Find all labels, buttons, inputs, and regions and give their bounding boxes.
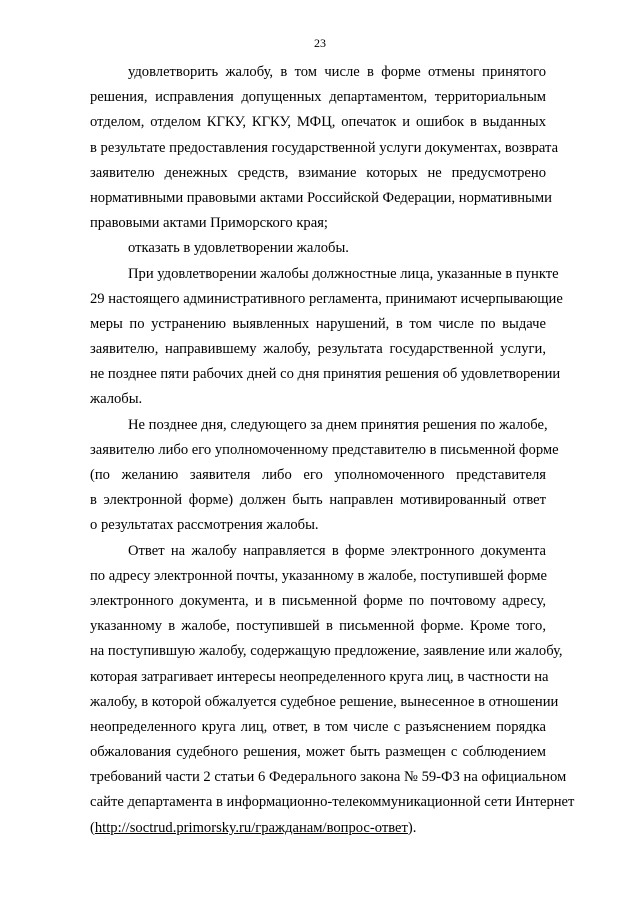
text-line: неопределенного круга лиц, ответ, в том числе с разъяснением порядка xyxy=(90,718,546,735)
text-line: жалобу, в которой обжалуется судебное решение, вынесенное в отношении xyxy=(90,693,559,710)
text-line: заявителю денежных средств, взимание которых не предусмотрено xyxy=(90,164,546,181)
text-line: о результатах рассмотрения жалобы. xyxy=(90,517,319,534)
text-line: заявителю, направившему жалобу, результата государственной услуги, xyxy=(90,341,546,358)
text-line: требований части 2 статьи 6 Федерального закона № 59-ФЗ на официальном xyxy=(90,769,567,786)
text-line: отказать в удовлетворении жалобы. xyxy=(128,240,349,257)
text-line: (http://soctrud.primorsky.ru/гражданам/вопрос-ответ). xyxy=(90,819,417,836)
text-line: нормативными правовыми актами Российской Федерации, нормативными xyxy=(90,189,552,206)
paragraph xyxy=(90,60,559,236)
text-line: сайте департамента в информационно-телекоммуникационной сети Интернет xyxy=(90,794,575,811)
text-line: При удовлетворении жалобы должностные лица, указанные в пункте xyxy=(128,265,559,282)
text-line: в электронной форме) должен быть направлен мотивированный ответ xyxy=(90,492,546,509)
paragraph xyxy=(90,262,563,413)
text-line: указанному в жалобе, поступившей в письменной форме. Кроме того, xyxy=(90,618,546,635)
text-line: заявителю либо его уполномоченному представителю в письменной форме xyxy=(90,441,559,458)
text-line: решения, исправления допущенных департаментом, территориальным xyxy=(90,89,546,106)
text-line: электронного документа, и в письменной форме по почтовому адресу, xyxy=(90,592,546,609)
page-number: 23 xyxy=(314,36,326,50)
text-line: обжалования судебного решения, может быть размещен с соблюдением xyxy=(90,744,546,761)
text-line: правовыми актами Приморского края; xyxy=(90,215,328,232)
text-line: Ответ на жалобу направляется в форме электронного документа xyxy=(128,542,546,559)
paragraph xyxy=(90,413,559,539)
text-line: отделом, отделом КГКУ, КГКУ, МФЦ, опечаток и ошибок в выданных xyxy=(90,114,546,131)
text-line: Не позднее дня, следующего за днем принятия решения по жалобе, xyxy=(128,416,548,433)
text-line: на поступившую жалобу, содержащую предложение, заявление или жалобу, xyxy=(90,643,563,660)
paragraph xyxy=(90,236,546,261)
text-line: не позднее пяти рабочих дней со дня принятия решения об удовлетворении xyxy=(90,366,561,383)
text-line: в результате предоставления государственной услуги документах, возврата xyxy=(90,139,559,156)
paragraph xyxy=(90,539,575,841)
faq-link[interactable]: http://soctrud.primorsky.ru/гражданам/вопрос-ответ xyxy=(94,819,408,836)
text-line: меры по устранению выявленных нарушений, в том числе по выдаче xyxy=(90,315,546,332)
document-body xyxy=(90,60,575,841)
text-line: 29 настоящего административного регламента, принимают исчерпывающие xyxy=(90,290,563,307)
text-line: (по желанию заявителя либо его уполномоченного представителя xyxy=(90,467,546,483)
text-line: по адресу электронной почты, указанному в жалобе, поступившей форме xyxy=(90,567,547,584)
text-line: удовлетворить жалобу, в том числе в форме отмены принятого xyxy=(128,64,546,80)
text-line: которая затрагивает интересы неопределенного круга лиц, в частности на xyxy=(90,668,549,685)
text-line: жалобы. xyxy=(90,391,143,408)
